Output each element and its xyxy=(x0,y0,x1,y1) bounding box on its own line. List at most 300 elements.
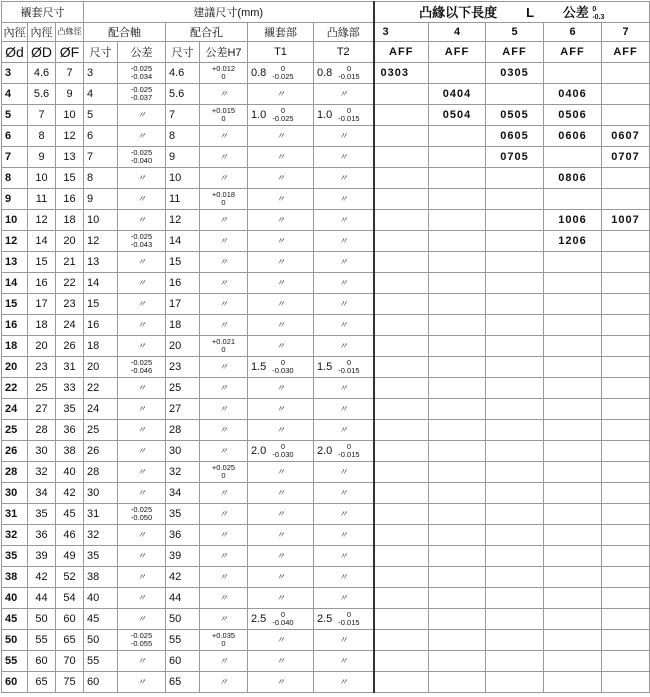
t2-header: T2 xyxy=(314,41,374,62)
length-code-cell xyxy=(486,356,544,377)
hole-tolerance-cell: 〃 xyxy=(200,440,248,461)
shaft-size-cell: 9 xyxy=(84,188,118,209)
bushing-thickness-cell: 〃 xyxy=(248,377,314,398)
length-code-cell xyxy=(374,251,429,272)
length-code-cell xyxy=(486,524,544,545)
shaft-tolerance-cell: 〃 xyxy=(118,377,166,398)
length-code-cell xyxy=(544,650,602,671)
inner-diameter-cell: 16 xyxy=(2,314,28,335)
inner-diameter-cell: 8 xyxy=(2,167,28,188)
length-code-cell xyxy=(602,251,650,272)
hole-tolerance-cell: 〃 xyxy=(200,419,248,440)
recommended-size-header: 建議尺寸(mm) xyxy=(84,2,374,23)
hole-size-cell: 32 xyxy=(166,461,200,482)
bushing-thickness-cell: 〃 xyxy=(248,83,314,104)
length-code-cell xyxy=(544,524,602,545)
shaft-tolerance-cell: 〃 xyxy=(118,608,166,629)
length-code-cell xyxy=(544,356,602,377)
shaft-tolerance-cell: 〃 xyxy=(118,188,166,209)
length-code-cell xyxy=(429,314,486,335)
length-code-cell xyxy=(486,482,544,503)
hole-tolerance-cell: 〃 xyxy=(200,398,248,419)
inner-diameter-cell: 26 xyxy=(2,440,28,461)
hole-tolerance-cell: 〃 xyxy=(200,356,248,377)
length-code-cell xyxy=(429,545,486,566)
hole-tolerance-cell: 〃 xyxy=(200,608,248,629)
length-below-flange-header xyxy=(374,2,650,23)
bushing-thickness-cell: 2.0 0 -0.030 xyxy=(248,440,314,461)
table-row xyxy=(2,335,650,356)
length-code-cell xyxy=(602,104,650,125)
flange-diameter-cell: 20 xyxy=(56,230,84,251)
bushing-thickness-cell: 〃 xyxy=(248,335,314,356)
length-code-cell xyxy=(544,293,602,314)
length-code-cell xyxy=(374,293,429,314)
dimension-table-sheet xyxy=(1,1,649,695)
shaft-tolerance-cell: -0.025 -0.050 xyxy=(118,503,166,524)
table-row xyxy=(2,356,650,377)
length-5-header: 5 xyxy=(486,22,544,41)
hole-tolerance-cell: 〃 xyxy=(200,587,248,608)
t1-header: T1 xyxy=(248,41,314,62)
flange-diameter-cell: 35 xyxy=(56,398,84,419)
shaft-size-cell: 26 xyxy=(84,440,118,461)
table-row xyxy=(2,503,650,524)
shaft-size-cell: 15 xyxy=(84,293,118,314)
length-code-cell xyxy=(374,377,429,398)
hole-tolerance-cell: 〃 xyxy=(200,146,248,167)
length-code-cell xyxy=(374,461,429,482)
table-row xyxy=(2,608,650,629)
shaft-tolerance-cell: 〃 xyxy=(118,587,166,608)
outer-diameter-cell: 28 xyxy=(28,419,56,440)
shaft-size-cell: 3 xyxy=(84,62,118,83)
hole-size-cell: 25 xyxy=(166,377,200,398)
shaft-tolerance-cell: -0.025 -0.043 xyxy=(118,230,166,251)
flange-thickness-cell: 1.5 0 -0.015 xyxy=(314,356,374,377)
table-row xyxy=(2,314,650,335)
flange-diameter-cell: 10 xyxy=(56,104,84,125)
length-code-cell xyxy=(429,440,486,461)
length-code-cell xyxy=(602,62,650,83)
inner-diameter-cell: 28 xyxy=(2,461,28,482)
hole-tolerance-cell: 〃 xyxy=(200,167,248,188)
table-row xyxy=(2,146,650,167)
inner-diameter-cell: 35 xyxy=(2,545,28,566)
bushing-thickness-cell: 〃 xyxy=(248,524,314,545)
hole-size-cell: 10 xyxy=(166,167,200,188)
length-code-cell xyxy=(486,167,544,188)
length-code-cell xyxy=(602,629,650,650)
flange-thickness-cell: 0.8 0 -0.015 xyxy=(314,62,374,83)
length-code-cell xyxy=(374,146,429,167)
length-code-cell xyxy=(602,188,650,209)
length-code-cell xyxy=(486,314,544,335)
inner-diameter-cell: 22 xyxy=(2,377,28,398)
length-code-cell xyxy=(602,83,650,104)
flange-diameter-cell: 15 xyxy=(56,167,84,188)
bushing-thickness-cell: 〃 xyxy=(248,125,314,146)
hole-size-cell: 12 xyxy=(166,209,200,230)
flange-thickness-cell: 〃 xyxy=(314,671,374,692)
shaft-tolerance-cell: 〃 xyxy=(118,671,166,692)
inner-diameter-cell: 4 xyxy=(2,83,28,104)
length-code-cell xyxy=(602,398,650,419)
flange-thickness-cell: 〃 xyxy=(314,293,374,314)
inner-diameter-cell: 14 xyxy=(2,272,28,293)
length-tolerance-label: 公差 xyxy=(562,5,589,20)
length-code-cell xyxy=(602,314,650,335)
length-code-cell xyxy=(486,608,544,629)
bushing-thickness-cell: 〃 xyxy=(248,482,314,503)
inner-diameter-cell: 25 xyxy=(2,419,28,440)
outer-diameter-cell: 14 xyxy=(28,230,56,251)
flange-diameter-cell: 65 xyxy=(56,629,84,650)
length-code-cell xyxy=(544,461,602,482)
flange-thickness-cell: 2.0 0 -0.015 xyxy=(314,440,374,461)
length-code-cell xyxy=(429,587,486,608)
inner-diameter-cell: 30 xyxy=(2,482,28,503)
table-row xyxy=(2,272,650,293)
table-row xyxy=(2,566,650,587)
flange-thickness-cell: 〃 xyxy=(314,566,374,587)
bushing-thickness-cell: 〃 xyxy=(248,398,314,419)
outer-diameter-cell: 7 xyxy=(28,104,56,125)
outer-diameter-cell: 39 xyxy=(28,545,56,566)
flange-thickness-cell: 〃 xyxy=(314,335,374,356)
flange-thickness-cell: 〃 xyxy=(314,377,374,398)
length-code-cell xyxy=(486,209,544,230)
flange-thickness-cell: 〃 xyxy=(314,272,374,293)
flange-thickness-cell: 〃 xyxy=(314,167,374,188)
length-code-cell xyxy=(602,650,650,671)
bushing-thickness-cell: 0.8 0 -0.025 xyxy=(248,62,314,83)
header-row-3 xyxy=(2,41,650,62)
length-code-cell: 1206 xyxy=(544,230,602,251)
length-code-cell xyxy=(544,146,602,167)
shaft-tolerance-cell: -0.025 -0.034 xyxy=(118,62,166,83)
length-code-cell xyxy=(486,83,544,104)
outer-diameter-cell: 11 xyxy=(28,188,56,209)
length-code-cell xyxy=(602,566,650,587)
inner-diameter-cell: 45 xyxy=(2,608,28,629)
length-code-cell xyxy=(544,419,602,440)
flange-diameter-cell: 46 xyxy=(56,524,84,545)
hole-size-cell: 55 xyxy=(166,629,200,650)
length-code-cell xyxy=(429,146,486,167)
length-code-cell xyxy=(544,314,602,335)
bushing-thickness-cell: 〃 xyxy=(248,545,314,566)
length-4-header: 4 xyxy=(429,22,486,41)
length-code-cell xyxy=(429,293,486,314)
length-code-cell xyxy=(602,167,650,188)
length-code-cell xyxy=(429,629,486,650)
length-code-cell xyxy=(602,524,650,545)
length-code-cell xyxy=(374,503,429,524)
inner-diameter-cell: 15 xyxy=(2,293,28,314)
length-code-cell xyxy=(429,566,486,587)
outer-diameter-cell: 8 xyxy=(28,125,56,146)
length-code-cell: 0505 xyxy=(486,104,544,125)
flange-diameter-cell: 52 xyxy=(56,566,84,587)
bushing-thickness-cell: 〃 xyxy=(248,650,314,671)
length-code-cell xyxy=(602,671,650,692)
bushing-thickness-cell: 〃 xyxy=(248,272,314,293)
bushing-thickness-cell: 2.5 0 -0.040 xyxy=(248,608,314,629)
shaft-size-cell: 13 xyxy=(84,251,118,272)
table-row xyxy=(2,524,650,545)
flange-diameter-cell: 31 xyxy=(56,356,84,377)
table-row xyxy=(2,461,650,482)
hole-size-cell: 15 xyxy=(166,251,200,272)
shaft-size-cell: 60 xyxy=(84,671,118,692)
table-row xyxy=(2,545,650,566)
length-code-cell xyxy=(602,377,650,398)
flange-diameter-cell: 18 xyxy=(56,209,84,230)
length-code-cell xyxy=(374,398,429,419)
length-code-cell xyxy=(486,587,544,608)
outer-diameter-cell: 16 xyxy=(28,272,56,293)
shaft-fit-header: 配合軸 xyxy=(84,22,166,41)
inner-diameter-cell: 31 xyxy=(2,503,28,524)
flange-thickness-cell: 〃 xyxy=(314,545,374,566)
flange-diameter-cell: 22 xyxy=(56,272,84,293)
shaft-tolerance-cell: 〃 xyxy=(118,314,166,335)
symbol-F: ØF xyxy=(56,41,84,62)
length-code-cell xyxy=(602,419,650,440)
table-row xyxy=(2,251,650,272)
bushing-thickness-cell: 〃 xyxy=(248,671,314,692)
flange-thickness-cell: 〃 xyxy=(314,650,374,671)
hole-size-cell: 20 xyxy=(166,335,200,356)
aff-header-3: AFF xyxy=(374,41,429,62)
shaft-tolerance-cell: 〃 xyxy=(118,566,166,587)
shaft-tolerance-cell: -0.025 -0.037 xyxy=(118,83,166,104)
hole-tolerance-cell: 〃 xyxy=(200,545,248,566)
outer-diameter-cell: 55 xyxy=(28,629,56,650)
flange-diameter-cell: 24 xyxy=(56,314,84,335)
length-code-cell xyxy=(429,377,486,398)
outer-diameter-cell: 42 xyxy=(28,566,56,587)
length-code-cell: 0406 xyxy=(544,83,602,104)
table-row xyxy=(2,125,650,146)
inner-diameter-cell: 24 xyxy=(2,398,28,419)
length-code-cell: 0606 xyxy=(544,125,602,146)
hole-tolerance-cell: 〃 xyxy=(200,230,248,251)
shaft-tolerance-cell: 〃 xyxy=(118,524,166,545)
length-code-cell xyxy=(429,188,486,209)
hole-size-cell: 39 xyxy=(166,545,200,566)
flange-diameter-cell: 21 xyxy=(56,251,84,272)
flange-thickness-cell: 〃 xyxy=(314,125,374,146)
bushing-thickness-cell: 〃 xyxy=(248,461,314,482)
shaft-size-cell: 24 xyxy=(84,398,118,419)
bushing-thickness-cell: 〃 xyxy=(248,209,314,230)
length-code-cell xyxy=(374,188,429,209)
length-code-cell xyxy=(486,251,544,272)
bushing-thickness-cell: 〃 xyxy=(248,566,314,587)
hole-tolerance-cell: +0.025 0 xyxy=(200,461,248,482)
hole-size-cell: 42 xyxy=(166,566,200,587)
bushing-thickness-cell: 1.0 0 -0.025 xyxy=(248,104,314,125)
hole-size-cell: 8 xyxy=(166,125,200,146)
hole-tolerance-cell: 〃 xyxy=(200,314,248,335)
length-code-cell xyxy=(544,503,602,524)
length-code-cell: 0605 xyxy=(486,125,544,146)
length-code-cell xyxy=(429,356,486,377)
length-code-cell xyxy=(602,608,650,629)
length-symbol: L xyxy=(526,5,534,20)
flange-thickness-cell: 〃 xyxy=(314,209,374,230)
length-code-cell xyxy=(486,293,544,314)
outer-diameter-cell: 20 xyxy=(28,335,56,356)
outer-diameter-cell: 50 xyxy=(28,608,56,629)
length-code-cell xyxy=(602,587,650,608)
table-row xyxy=(2,188,650,209)
aff-header-7: AFF xyxy=(602,41,650,62)
hole-size-cell: 34 xyxy=(166,482,200,503)
outer-diameter-cell: 23 xyxy=(28,356,56,377)
outer-diameter-cell: 12 xyxy=(28,209,56,230)
length-code-cell xyxy=(429,398,486,419)
inner-diameter-cell: 38 xyxy=(2,566,28,587)
shaft-tolerance-header: 公差 xyxy=(118,41,166,62)
flange-diameter-cell: 9 xyxy=(56,83,84,104)
flange-diameter-cell: 16 xyxy=(56,188,84,209)
flange-thickness-cell: 〃 xyxy=(314,524,374,545)
outer-diameter-header: 內徑 xyxy=(28,22,56,41)
hole-tolerance-cell: 〃 xyxy=(200,671,248,692)
length-code-cell xyxy=(429,419,486,440)
hole-size-cell: 65 xyxy=(166,671,200,692)
bushing-thickness-cell: 〃 xyxy=(248,146,314,167)
flange-thickness-cell: 〃 xyxy=(314,188,374,209)
shaft-tolerance-cell: 〃 xyxy=(118,482,166,503)
length-code-cell xyxy=(486,377,544,398)
length-code-cell xyxy=(374,104,429,125)
shaft-size-cell: 35 xyxy=(84,545,118,566)
flange-diameter-cell: 75 xyxy=(56,671,84,692)
length-code-cell xyxy=(602,482,650,503)
table-row xyxy=(2,587,650,608)
shaft-size-cell: 18 xyxy=(84,335,118,356)
hole-tolerance-cell: 〃 xyxy=(200,251,248,272)
length-code-cell: 1006 xyxy=(544,209,602,230)
hole-tolerance-cell: +0.012 0 xyxy=(200,62,248,83)
bushing-thickness-cell: 〃 xyxy=(248,251,314,272)
length-code-cell xyxy=(429,482,486,503)
inner-diameter-header: 內徑 xyxy=(2,22,28,41)
hole-tolerance-header: 公差H7 xyxy=(200,41,248,62)
flange-diameter-cell: 7 xyxy=(56,62,84,83)
length-code-cell: 0707 xyxy=(602,146,650,167)
length-code-cell xyxy=(544,440,602,461)
length-code-cell xyxy=(374,167,429,188)
outer-diameter-cell: 17 xyxy=(28,293,56,314)
flange-diameter-cell: 13 xyxy=(56,146,84,167)
shaft-size-cell: 40 xyxy=(84,587,118,608)
length-code-cell xyxy=(429,461,486,482)
length-code-cell xyxy=(544,629,602,650)
length-code-cell xyxy=(486,335,544,356)
length-code-cell xyxy=(544,251,602,272)
outer-diameter-cell: 9 xyxy=(28,146,56,167)
symbol-D: ØD xyxy=(28,41,56,62)
length-code-cell xyxy=(602,272,650,293)
hole-tolerance-cell: 〃 xyxy=(200,566,248,587)
table-row xyxy=(2,671,650,692)
length-6-header: 6 xyxy=(544,22,602,41)
outer-diameter-cell: 65 xyxy=(28,671,56,692)
shaft-tolerance-cell: 〃 xyxy=(118,461,166,482)
hole-tolerance-cell: 〃 xyxy=(200,272,248,293)
table-row xyxy=(2,440,650,461)
bushing-thickness-cell: 〃 xyxy=(248,314,314,335)
shaft-tolerance-cell: 〃 xyxy=(118,272,166,293)
length-code-cell xyxy=(544,482,602,503)
table-row xyxy=(2,419,650,440)
bushing-dimension-table xyxy=(1,1,650,693)
shaft-size-cell: 38 xyxy=(84,566,118,587)
flange-diameter-header: 凸緣徑 xyxy=(56,22,84,41)
length-code-cell xyxy=(429,272,486,293)
length-code-cell xyxy=(486,398,544,419)
table-row xyxy=(2,629,650,650)
shaft-size-cell: 50 xyxy=(84,629,118,650)
flange-diameter-cell: 70 xyxy=(56,650,84,671)
length-code-cell xyxy=(602,545,650,566)
hole-size-cell: 16 xyxy=(166,272,200,293)
length-code-cell xyxy=(374,335,429,356)
bushing-thickness-cell: 〃 xyxy=(248,293,314,314)
length-code-cell xyxy=(429,62,486,83)
length-code-cell xyxy=(374,482,429,503)
length-code-cell xyxy=(486,272,544,293)
shaft-size-cell: 7 xyxy=(84,146,118,167)
hole-tolerance-cell: 〃 xyxy=(200,209,248,230)
table-row xyxy=(2,650,650,671)
hole-tolerance-cell: 〃 xyxy=(200,650,248,671)
table-row xyxy=(2,398,650,419)
shaft-tolerance-cell: 〃 xyxy=(118,104,166,125)
inner-diameter-cell: 32 xyxy=(2,524,28,545)
inner-diameter-cell: 7 xyxy=(2,146,28,167)
shaft-size-header: 尺寸 xyxy=(84,41,118,62)
shaft-tolerance-cell: 〃 xyxy=(118,251,166,272)
length-code-cell xyxy=(374,125,429,146)
shaft-size-cell: 12 xyxy=(84,230,118,251)
hole-tolerance-cell: 〃 xyxy=(200,377,248,398)
table-row xyxy=(2,167,650,188)
outer-diameter-cell: 15 xyxy=(28,251,56,272)
length-code-cell xyxy=(486,461,544,482)
outer-diameter-cell: 36 xyxy=(28,524,56,545)
length-code-cell xyxy=(544,62,602,83)
shaft-size-cell: 28 xyxy=(84,461,118,482)
aff-header-4: AFF xyxy=(429,41,486,62)
flange-thickness-cell: 〃 xyxy=(314,146,374,167)
bushing-thickness-cell: 〃 xyxy=(248,587,314,608)
length-code-cell xyxy=(602,356,650,377)
flange-diameter-cell: 23 xyxy=(56,293,84,314)
bushing-thickness-cell: 〃 xyxy=(248,503,314,524)
length-code-cell xyxy=(374,83,429,104)
hole-tolerance-cell: +0.035 0 xyxy=(200,629,248,650)
flange-thickness-cell: 〃 xyxy=(314,251,374,272)
shaft-size-cell: 6 xyxy=(84,125,118,146)
length-code-cell xyxy=(544,272,602,293)
length-code-cell xyxy=(486,671,544,692)
